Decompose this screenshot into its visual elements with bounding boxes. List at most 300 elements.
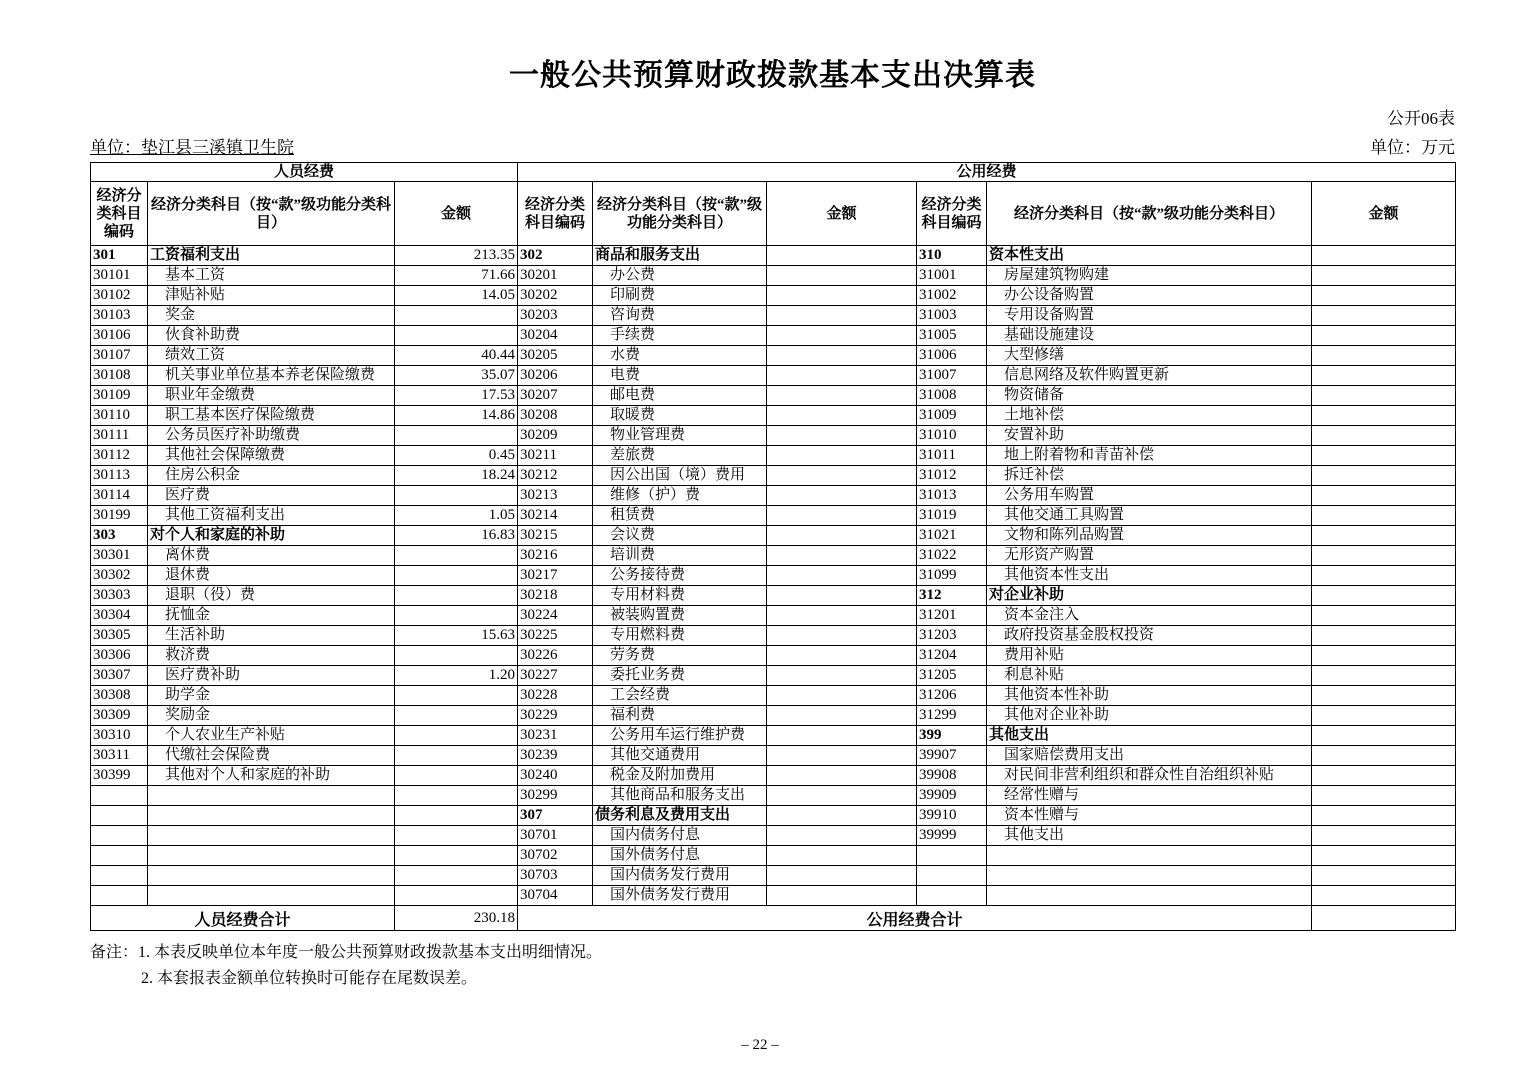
table-row — [91, 846, 1456, 866]
code-cell: 30216 — [518, 546, 593, 566]
subject-cell: 大型修缮 — [987, 346, 1312, 366]
subject-cell: 退职（役）费 — [148, 586, 395, 606]
amount-cell — [1312, 386, 1456, 406]
amount-cell — [1312, 686, 1456, 706]
amount-cell — [767, 506, 917, 526]
subject-cell: 工资福利支出 — [148, 246, 395, 266]
subject-cell — [148, 866, 395, 886]
subject-cell: 办公设备购置 — [987, 286, 1312, 306]
code-cell: 307 — [518, 806, 593, 826]
code-cell: 30702 — [518, 846, 593, 866]
code-cell: 30201 — [518, 266, 593, 286]
amount-cell — [395, 326, 518, 346]
amount-cell — [1312, 606, 1456, 626]
subject-cell: 对个人和家庭的补助 — [148, 526, 395, 546]
code-cell: 39908 — [917, 766, 987, 786]
code-cell: 31299 — [917, 706, 987, 726]
code-cell — [91, 826, 148, 846]
subject-cell: 公务接待费 — [593, 566, 767, 586]
amount-cell — [767, 746, 917, 766]
amount-cell — [1312, 466, 1456, 486]
amount-cell: 213.35 — [395, 246, 518, 266]
subject-cell — [148, 886, 395, 906]
amount-cell — [767, 306, 917, 326]
code-cell: 30307 — [91, 666, 148, 686]
page-number: – 22 – — [741, 1037, 779, 1053]
subject-cell — [148, 846, 395, 866]
amount-cell — [1312, 766, 1456, 786]
subject-cell: 奖金 — [148, 306, 395, 326]
code-cell: 30211 — [518, 446, 593, 466]
subject-cell: 伙食补助费 — [148, 326, 395, 346]
code-cell: 30217 — [518, 566, 593, 586]
subject-cell: 机关事业单位基本养老保险缴费 — [148, 366, 395, 386]
table-row — [91, 566, 1456, 586]
subject-cell: 基本工资 — [148, 266, 395, 286]
amount-cell — [1312, 886, 1456, 906]
code-cell: 30213 — [518, 486, 593, 506]
table-row — [91, 546, 1456, 566]
code-cell: 30301 — [91, 546, 148, 566]
amount-cell — [1312, 626, 1456, 646]
subject-cell: 租赁费 — [593, 506, 767, 526]
subject-cell: 奖励金 — [148, 706, 395, 726]
code-cell: 30239 — [518, 746, 593, 766]
amount-cell — [1312, 746, 1456, 766]
subject-cell: 安置补助 — [987, 426, 1312, 446]
amount-cell — [767, 546, 917, 566]
code-cell: 399 — [917, 726, 987, 746]
code-cell: 31021 — [917, 526, 987, 546]
subject-cell: 其他工资福利支出 — [148, 506, 395, 526]
table-row — [91, 346, 1456, 366]
code-cell: 310 — [917, 246, 987, 266]
subject-cell: 物资储备 — [987, 386, 1312, 406]
amount-cell — [1312, 326, 1456, 346]
subject-cell: 国内债务付息 — [593, 826, 767, 846]
expenditure-table — [90, 162, 1456, 931]
amount-header: 金额 — [767, 182, 917, 246]
subject-cell: 资本性赠与 — [987, 806, 1312, 826]
unit-name: 单位：垫江县三溪镇卫生院 — [90, 138, 294, 157]
code-cell: 30103 — [91, 306, 148, 326]
subject-cell: 印刷费 — [593, 286, 767, 306]
subject-cell: 津贴补贴 — [148, 286, 395, 306]
code-cell: 30110 — [91, 406, 148, 426]
amount-cell — [1312, 366, 1456, 386]
amount-cell — [1312, 506, 1456, 526]
subject-cell: 福利费 — [593, 706, 767, 726]
subject-cell: 土地补偿 — [987, 406, 1312, 426]
code-cell: 303 — [91, 526, 148, 546]
subject-cell: 其他交通费用 — [593, 746, 767, 766]
code-header: 经济分类科目编码 — [917, 182, 987, 246]
subject-cell — [148, 786, 395, 806]
code-cell: 39907 — [917, 746, 987, 766]
amount-header: 金额 — [395, 182, 518, 246]
table-row — [91, 486, 1456, 506]
table-row — [91, 866, 1456, 886]
code-cell: 301 — [91, 246, 148, 266]
amount-cell — [395, 566, 518, 586]
amount-cell — [395, 686, 518, 706]
amount-cell — [1312, 846, 1456, 866]
code-cell: 30108 — [91, 366, 148, 386]
amount-cell — [767, 446, 917, 466]
table-row — [91, 646, 1456, 666]
code-cell: 31206 — [917, 686, 987, 706]
amount-cell — [395, 746, 518, 766]
code-cell — [917, 866, 987, 886]
code-cell: 31011 — [917, 446, 987, 466]
subject-cell — [148, 826, 395, 846]
subject-cell: 资本性支出 — [987, 246, 1312, 266]
personnel-total-amount: 230.18 — [395, 906, 518, 931]
note-line — [90, 940, 1455, 966]
code-cell: 30303 — [91, 586, 148, 606]
amount-cell — [767, 706, 917, 726]
subject-cell: 取暖费 — [593, 406, 767, 426]
amount-cell — [767, 886, 917, 906]
amount-cell — [767, 426, 917, 446]
table-row — [91, 446, 1456, 466]
code-cell: 31008 — [917, 386, 987, 406]
amount-cell — [1312, 306, 1456, 326]
subject-cell: 其他交通工具购置 — [987, 506, 1312, 526]
subject-cell — [987, 866, 1312, 886]
code-cell: 30114 — [91, 486, 148, 506]
code-cell: 30299 — [518, 786, 593, 806]
subject-cell: 其他支出 — [987, 826, 1312, 846]
amount-cell — [395, 806, 518, 826]
amount-cell — [1312, 406, 1456, 426]
code-cell: 30399 — [91, 766, 148, 786]
subject-cell: 文物和陈列品购置 — [987, 526, 1312, 546]
units-line — [90, 133, 1455, 158]
amount-cell — [767, 526, 917, 546]
code-cell: 30107 — [91, 346, 148, 366]
amount-cell — [1312, 346, 1456, 366]
subject-cell: 其他对企业补助 — [987, 706, 1312, 726]
note-text: 2. 本套报表金额单位转换时可能存在尾数误差。 — [141, 970, 478, 987]
table-row — [91, 606, 1456, 626]
table-row — [91, 306, 1456, 326]
code-cell: 30203 — [518, 306, 593, 326]
amount-cell — [1312, 806, 1456, 826]
note-text: 1. 本表反映单位本年度一般公共预算财政拨款基本支出明细情况。 — [138, 944, 603, 961]
code-cell: 30101 — [91, 266, 148, 286]
code-cell: 30306 — [91, 646, 148, 666]
amount-cell — [767, 366, 917, 386]
code-cell: 30112 — [91, 446, 148, 466]
code-cell: 30111 — [91, 426, 148, 446]
code-cell: 30214 — [518, 506, 593, 526]
amount-cell: 1.20 — [395, 666, 518, 686]
subject-cell: 其他支出 — [987, 726, 1312, 746]
amount-cell: 40.44 — [395, 346, 518, 366]
table-row — [91, 886, 1456, 906]
code-cell — [917, 886, 987, 906]
subject-cell: 费用补贴 — [987, 646, 1312, 666]
subject-cell: 住房公积金 — [148, 466, 395, 486]
subject-header: 经济分类科目（按“款”级功能分类科目） — [148, 182, 395, 246]
amount-cell — [1312, 646, 1456, 666]
subject-cell: 抚恤金 — [148, 606, 395, 626]
code-cell: 312 — [917, 586, 987, 606]
subject-cell — [987, 886, 1312, 906]
subject-cell: 手续费 — [593, 326, 767, 346]
subject-header: 经济分类科目（按“款”级功能分类科目） — [987, 182, 1312, 246]
code-cell: 30228 — [518, 686, 593, 706]
code-cell — [91, 886, 148, 906]
amount-cell — [1312, 486, 1456, 506]
code-cell: 30102 — [91, 286, 148, 306]
subject-cell: 商品和服务支出 — [593, 246, 767, 266]
subject-cell: 利息补贴 — [987, 666, 1312, 686]
table-row — [91, 826, 1456, 846]
code-cell — [917, 846, 987, 866]
subject-cell: 基础设施建设 — [987, 326, 1312, 346]
code-cell: 30229 — [518, 706, 593, 726]
subject-cell: 咨询费 — [593, 306, 767, 326]
code-cell: 31005 — [917, 326, 987, 346]
subject-cell: 政府投资基金股权投资 — [987, 626, 1312, 646]
amount-cell — [395, 766, 518, 786]
subject-cell — [148, 806, 395, 826]
subject-cell: 国外债务发行费用 — [593, 886, 767, 906]
amount-cell — [767, 466, 917, 486]
code-cell: 31013 — [917, 486, 987, 506]
amount-cell: 15.63 — [395, 626, 518, 646]
amount-cell — [395, 426, 518, 446]
subject-cell: 资本金注入 — [987, 606, 1312, 626]
subject-cell: 其他资本性支出 — [987, 566, 1312, 586]
code-cell: 31022 — [917, 546, 987, 566]
subject-cell: 其他商品和服务支出 — [593, 786, 767, 806]
code-cell: 31204 — [917, 646, 987, 666]
amount-cell — [767, 766, 917, 786]
amount-cell: 14.05 — [395, 286, 518, 306]
code-cell — [91, 786, 148, 806]
amount-cell — [767, 266, 917, 286]
subject-header: 经济分类科目（按“款”级功能分类科目） — [593, 182, 767, 246]
code-cell: 30304 — [91, 606, 148, 626]
subject-cell: 绩效工资 — [148, 346, 395, 366]
table-row — [91, 286, 1456, 306]
group-header-row — [91, 163, 1456, 182]
table-row — [91, 806, 1456, 826]
code-cell: 30202 — [518, 286, 593, 306]
code-cell: 31001 — [917, 266, 987, 286]
subject-cell: 房屋建筑物购建 — [987, 266, 1312, 286]
subject-cell: 水费 — [593, 346, 767, 366]
subject-cell: 职工基本医疗保险缴费 — [148, 406, 395, 426]
code-cell — [91, 866, 148, 886]
subject-cell: 其他资本性补助 — [987, 686, 1312, 706]
amount-cell — [767, 726, 917, 746]
personnel-total-label: 人员经费合计 — [91, 906, 395, 931]
code-cell: 31007 — [917, 366, 987, 386]
subject-cell: 拆迁补偿 — [987, 466, 1312, 486]
code-cell: 30109 — [91, 386, 148, 406]
amount-cell — [767, 326, 917, 346]
code-cell: 302 — [518, 246, 593, 266]
amount-cell: 35.07 — [395, 366, 518, 386]
amount-cell — [1312, 246, 1456, 266]
amount-cell — [395, 706, 518, 726]
amount-cell — [1312, 446, 1456, 466]
table-row — [91, 786, 1456, 806]
code-cell: 39909 — [917, 786, 987, 806]
code-cell: 30199 — [91, 506, 148, 526]
table-row — [91, 466, 1456, 486]
subject-cell — [987, 846, 1312, 866]
subject-cell: 公务员医疗补助缴费 — [148, 426, 395, 446]
subject-cell: 被装购置费 — [593, 606, 767, 626]
amount-cell — [395, 306, 518, 326]
subject-cell: 职业年金缴费 — [148, 386, 395, 406]
subject-cell: 因公出国（境）费用 — [593, 466, 767, 486]
code-cell: 30231 — [518, 726, 593, 746]
note-line — [90, 966, 1455, 992]
subject-cell: 邮电费 — [593, 386, 767, 406]
report-sheet — [90, 0, 1455, 992]
money-unit: 单位：万元 — [1370, 138, 1455, 157]
amount-cell — [767, 786, 917, 806]
subject-cell: 个人农业生产补贴 — [148, 726, 395, 746]
public-total-label: 公用经费合计 — [518, 906, 1312, 931]
code-cell: 31010 — [917, 426, 987, 446]
code-cell: 30212 — [518, 466, 593, 486]
amount-cell — [1312, 786, 1456, 806]
code-cell: 30218 — [518, 586, 593, 606]
code-cell: 30701 — [518, 826, 593, 846]
code-cell: 30305 — [91, 626, 148, 646]
table-row — [91, 666, 1456, 686]
subject-cell: 对企业补助 — [987, 586, 1312, 606]
amount-cell — [767, 826, 917, 846]
amount-cell — [767, 666, 917, 686]
subject-cell: 离休费 — [148, 546, 395, 566]
subject-cell: 医疗费补助 — [148, 666, 395, 686]
subject-cell: 退休费 — [148, 566, 395, 586]
amount-cell: 71.66 — [395, 266, 518, 286]
notes — [90, 940, 1455, 992]
code-cell: 30206 — [518, 366, 593, 386]
code-cell — [91, 846, 148, 866]
code-cell: 30309 — [91, 706, 148, 726]
amount-cell — [1312, 426, 1456, 446]
amount-header: 金额 — [1312, 182, 1456, 246]
code-cell: 31009 — [917, 406, 987, 426]
code-cell: 31006 — [917, 346, 987, 366]
amount-cell — [767, 246, 917, 266]
amount-cell — [395, 826, 518, 846]
subject-cell: 对民间非营利组织和群众性自治组织补贴 — [987, 766, 1312, 786]
table-row — [91, 506, 1456, 526]
table-code: 公开06表 — [1387, 109, 1455, 128]
subject-cell: 工会经费 — [593, 686, 767, 706]
table-row — [91, 526, 1456, 546]
subject-cell: 经常性赠与 — [987, 786, 1312, 806]
amount-cell — [1312, 726, 1456, 746]
amount-cell — [395, 786, 518, 806]
subject-cell: 公务用车运行维护费 — [593, 726, 767, 746]
subject-cell: 劳务费 — [593, 646, 767, 666]
subject-cell: 专用材料费 — [593, 586, 767, 606]
table-row — [91, 766, 1456, 786]
code-cell: 30205 — [518, 346, 593, 366]
amount-cell — [395, 846, 518, 866]
table-row — [91, 426, 1456, 446]
code-cell: 30224 — [518, 606, 593, 626]
table-row — [91, 586, 1456, 606]
code-cell: 30209 — [518, 426, 593, 446]
table-row — [91, 626, 1456, 646]
code-cell: 39999 — [917, 826, 987, 846]
amount-cell — [1312, 286, 1456, 306]
code-cell: 30302 — [91, 566, 148, 586]
table-row — [91, 686, 1456, 706]
code-cell: 31019 — [917, 506, 987, 526]
table-row — [91, 726, 1456, 746]
amount-cell — [1312, 666, 1456, 686]
code-cell: 30308 — [91, 686, 148, 706]
table-row — [91, 406, 1456, 426]
subject-cell: 电费 — [593, 366, 767, 386]
subject-cell: 其他对个人和家庭的补助 — [148, 766, 395, 786]
amount-cell — [767, 846, 917, 866]
amount-cell — [1312, 266, 1456, 286]
code-cell: 31012 — [917, 466, 987, 486]
amount-cell — [767, 866, 917, 886]
subject-cell: 委托业务费 — [593, 666, 767, 686]
amount-cell — [395, 866, 518, 886]
amount-cell — [767, 646, 917, 666]
amount-cell — [767, 486, 917, 506]
personnel-group-header: 人员经费 — [91, 163, 518, 182]
public-total-amount — [1312, 906, 1456, 931]
amount-cell — [767, 586, 917, 606]
table-row — [91, 746, 1456, 766]
code-header: 经济分类科目编码 — [91, 182, 148, 246]
code-cell: 31205 — [917, 666, 987, 686]
subject-cell: 医疗费 — [148, 486, 395, 506]
page-title: 一般公共预算财政拨款基本支出决算表 — [509, 59, 1036, 92]
code-cell: 30310 — [91, 726, 148, 746]
public-group-header: 公用经费 — [518, 163, 1456, 182]
amount-cell — [767, 406, 917, 426]
subject-cell: 债务利息及费用支出 — [593, 806, 767, 826]
table-row — [91, 386, 1456, 406]
amount-cell: 16.83 — [395, 526, 518, 546]
code-cell: 30204 — [518, 326, 593, 346]
code-cell: 31002 — [917, 286, 987, 306]
amount-cell — [1312, 526, 1456, 546]
amount-cell — [767, 286, 917, 306]
code-cell: 30226 — [518, 646, 593, 666]
amount-cell: 14.86 — [395, 406, 518, 426]
notes-label: 备注： — [90, 944, 139, 961]
amount-cell — [395, 606, 518, 626]
subject-cell: 会议费 — [593, 526, 767, 546]
code-cell: 30106 — [91, 326, 148, 346]
code-cell: 30227 — [518, 666, 593, 686]
subject-cell: 培训费 — [593, 546, 767, 566]
subject-cell: 差旅费 — [593, 446, 767, 466]
subject-cell: 生活补助 — [148, 626, 395, 646]
code-cell: 30703 — [518, 866, 593, 886]
